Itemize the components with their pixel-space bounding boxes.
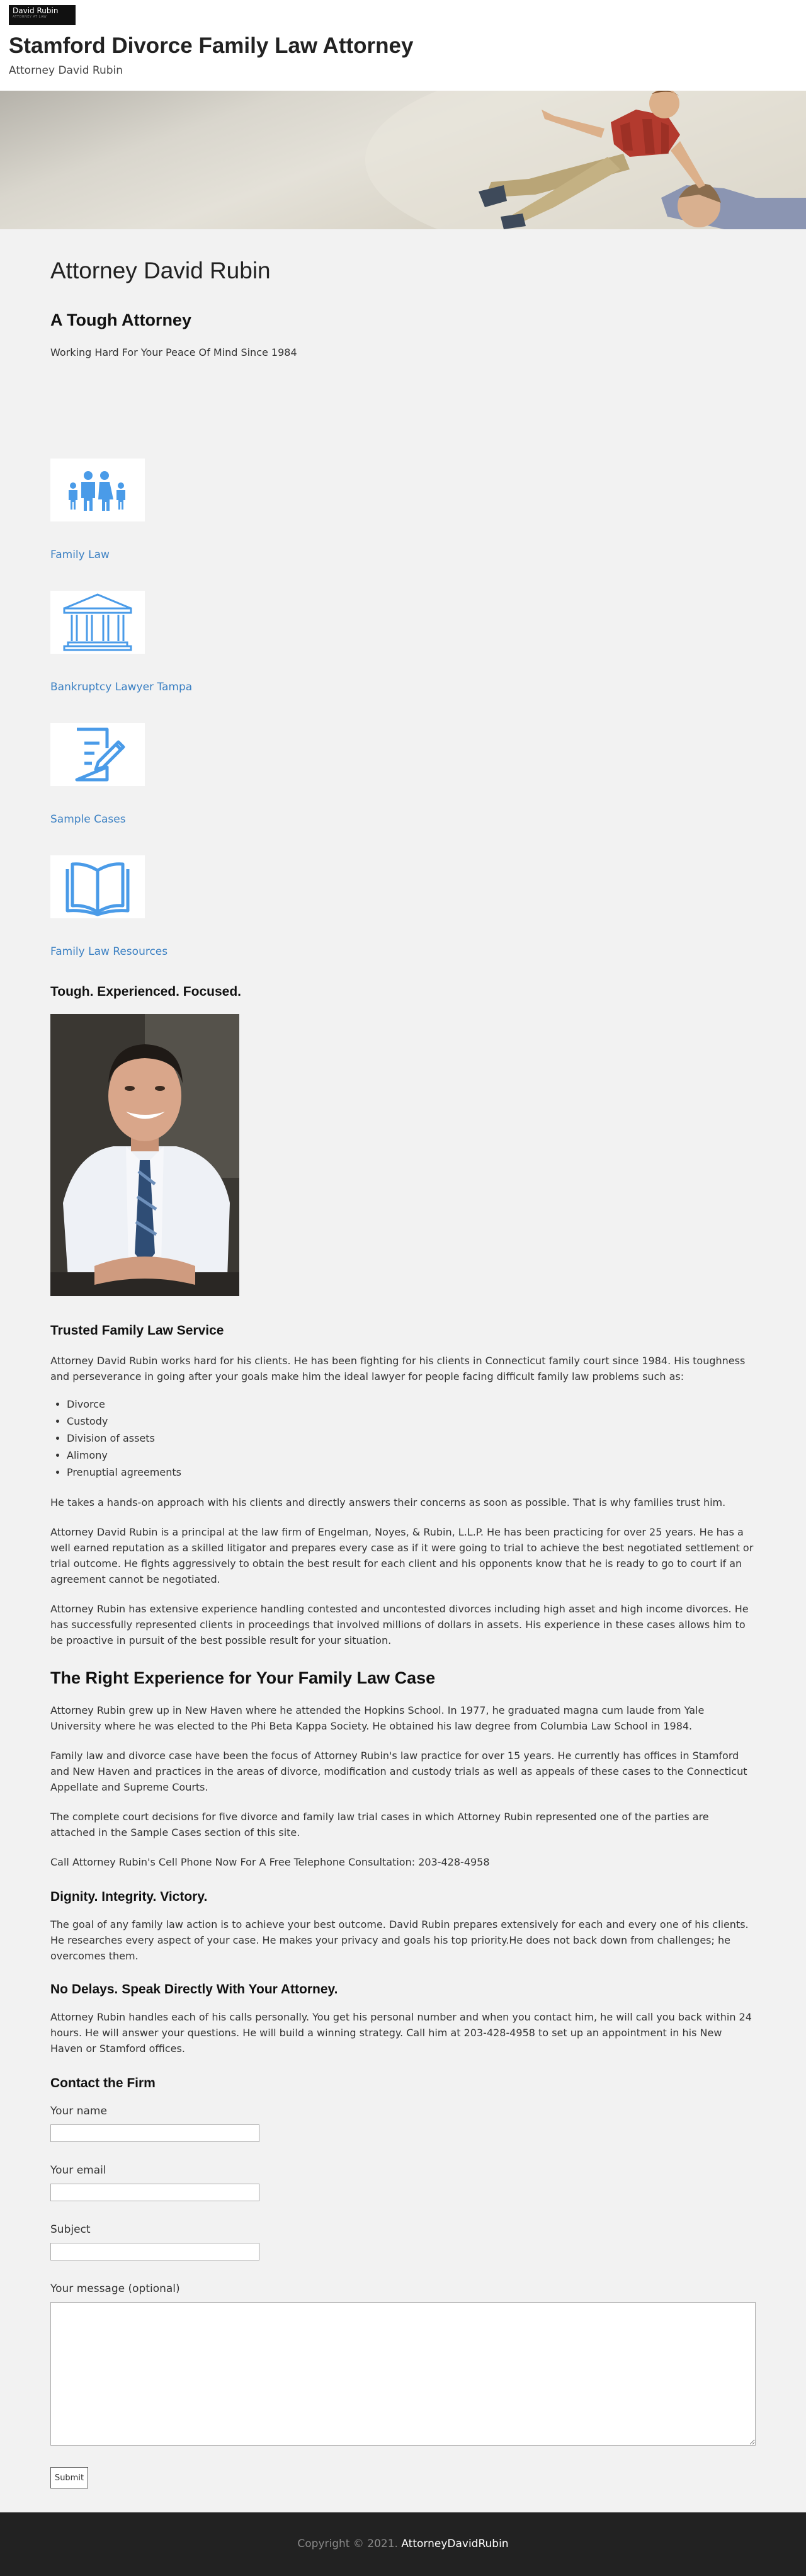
site-logo[interactable]: [9, 5, 76, 25]
no-delays-heading: No Delays. Speak Directly With Your Attorney.: [50, 1982, 338, 1997]
main-content: [50, 229, 756, 2488]
message-field[interactable]: [50, 2302, 756, 2446]
email-field[interactable]: [50, 2184, 259, 2201]
footer-home-link[interactable]: AttorneyDavidRubin: [401, 2538, 509, 2550]
site-title[interactable]: Stamford Divorce Family Law Attorney: [9, 33, 414, 58]
right-experience-heading: The Right Experience for Your Family Law Case: [50, 1668, 436, 1687]
trusted-paragraph-4: Attorney Rubin has extensive experience handling contested and uncontested divorces including high asset and high income divorces. He has successfully represented clients in proceedings that involved millions of dollars in assets. His experience in these cases allows him to be proactive in pursuit of the best possible result for your situation.: [50, 1603, 749, 1646]
right-experience-paragraph-3: The complete court decisions for five divorce and family law trial cases in which Attorney Rubin represented one of the parties are attached in the Sample Cases section of this site.: [50, 1811, 709, 1838]
page-heading: Attorney David Rubin: [50, 258, 271, 283]
site-tagline: Attorney David Rubin: [9, 64, 123, 77]
document-pen-icon[interactable]: [50, 723, 145, 786]
copyright-text: Copyright © 2021.: [297, 2538, 398, 2550]
list-item: • Prenuptial agreements: [67, 1464, 756, 1481]
name-label: Your name: [50, 2105, 107, 2117]
courthouse-icon[interactable]: [50, 591, 145, 654]
service-link-family-law[interactable]: Family Law: [50, 549, 110, 561]
subject-label: Subject: [50, 2223, 91, 2236]
service-sample-cases: [50, 723, 756, 826]
tough-attorney-heading: A Tough Attorney: [50, 311, 191, 329]
name-field[interactable]: [50, 2124, 259, 2142]
service-family-law: [50, 459, 756, 562]
site-header: [0, 0, 806, 91]
service-link-sample-cases[interactable]: Sample Cases: [50, 813, 126, 826]
call-consultation-text: Call Attorney Rubin's Cell Phone Now For A Free Telephone Consultation: 203-428-4958: [50, 1856, 490, 1868]
tough-experienced-heading: Tough. Experienced. Focused.: [50, 984, 241, 999]
service-link-bankruptcy[interactable]: Bankruptcy Lawyer Tampa: [50, 681, 193, 693]
service-link-resources[interactable]: Family Law Resources: [50, 945, 168, 958]
trusted-paragraph-1: Attorney David Rubin works hard for his clients. He has been fighting for his clients in Connecticut family court since 1984. His toughness and perseverance in going after your goals make him the ideal lawyer for people facing difficult family law problems such as:: [50, 1355, 746, 1382]
dignity-heading: Dignity. Integrity. Victory.: [50, 1889, 208, 1904]
right-experience-paragraph-2: Family law and divorce case have been the focus of Attorney Rubin's law practice for over 15 years. He currently has offices in Stamford and New Haven and practices in the areas of divorce, modification and custody trials as well as appeals of these cases to the Connecticut Appellate and Supreme Courts.: [50, 1750, 747, 1793]
open-book-icon[interactable]: [50, 855, 145, 918]
no-delays-paragraph: Attorney Rubin handles each of his calls personally. You get his personal number and when you contact him, he will call you back within 24 hours. He will answer your questions. He will build a winning strategy. Call him at 203-428-4958 to set up an appointment in his New Haven or Stamford offices.: [50, 2011, 752, 2055]
trusted-paragraph-3: Attorney David Rubin is a principal at the law firm of Engelman, Noyes, & Rubin, L.L.P. He has been practicing for over 25 years. He has a well earned reputation as a skilled litigator and prepares every case as if it were going to trial to achieve the best negotiated settlement or trial outcome. He fights aggressively to obtain the best result for each client and his opponents know that he is ready to go to court if an agreement cannot be negotiated.: [50, 1526, 754, 1585]
attorney-portrait: [50, 1014, 239, 1296]
father-child-photo: [0, 91, 806, 229]
list-item: • Divorce: [67, 1396, 756, 1413]
trusted-paragraph-2: He takes a hands-on approach with his clients and directly answers their concerns as soon as possible. That is why families trust him.: [50, 1496, 726, 1508]
dignity-paragraph: The goal of any family law action is to achieve your best outcome. David Rubin prepares extensively for each and every one of his clients. He researches every aspect of your case. He makes your privacy and goals his top priority.He does not back down from challenges; he overcomes them.: [50, 1918, 749, 1962]
practice-areas-list: [50, 1396, 756, 1481]
logo-subtitle: ATTORNEY AT LAW: [13, 15, 47, 19]
right-experience-paragraph-1: Attorney Rubin grew up in New Haven where he attended the Hopkins School. In 1977, he graduated magna cum laude from Yale University where he was elected to the Phi Beta Kappa Society. He obtained his law degree from Columbia Law School in 1984.: [50, 1704, 705, 1732]
site-footer: [0, 2512, 806, 2576]
email-label: Your email: [50, 2164, 106, 2177]
submit-button[interactable]: Submit: [50, 2467, 88, 2488]
contact-form: [50, 2075, 756, 2488]
services-list: [50, 459, 756, 959]
service-bankruptcy: [50, 591, 756, 694]
service-resources: [50, 855, 756, 959]
subject-field[interactable]: [50, 2243, 259, 2260]
list-item: • Division of assets: [67, 1430, 756, 1447]
family-icon[interactable]: [50, 459, 145, 521]
working-hard-text: Working Hard For Your Peace Of Mind Since 1984: [50, 346, 297, 358]
contact-heading: Contact the Firm: [50, 2076, 156, 2090]
list-item: • Custody: [67, 1413, 756, 1430]
message-label: Your message (optional): [50, 2282, 180, 2295]
hero-image: [0, 91, 806, 229]
logo-name: David Rubin: [13, 6, 59, 15]
list-item: • Alimony: [67, 1447, 756, 1464]
trusted-heading: Trusted Family Law Service: [50, 1323, 224, 1338]
